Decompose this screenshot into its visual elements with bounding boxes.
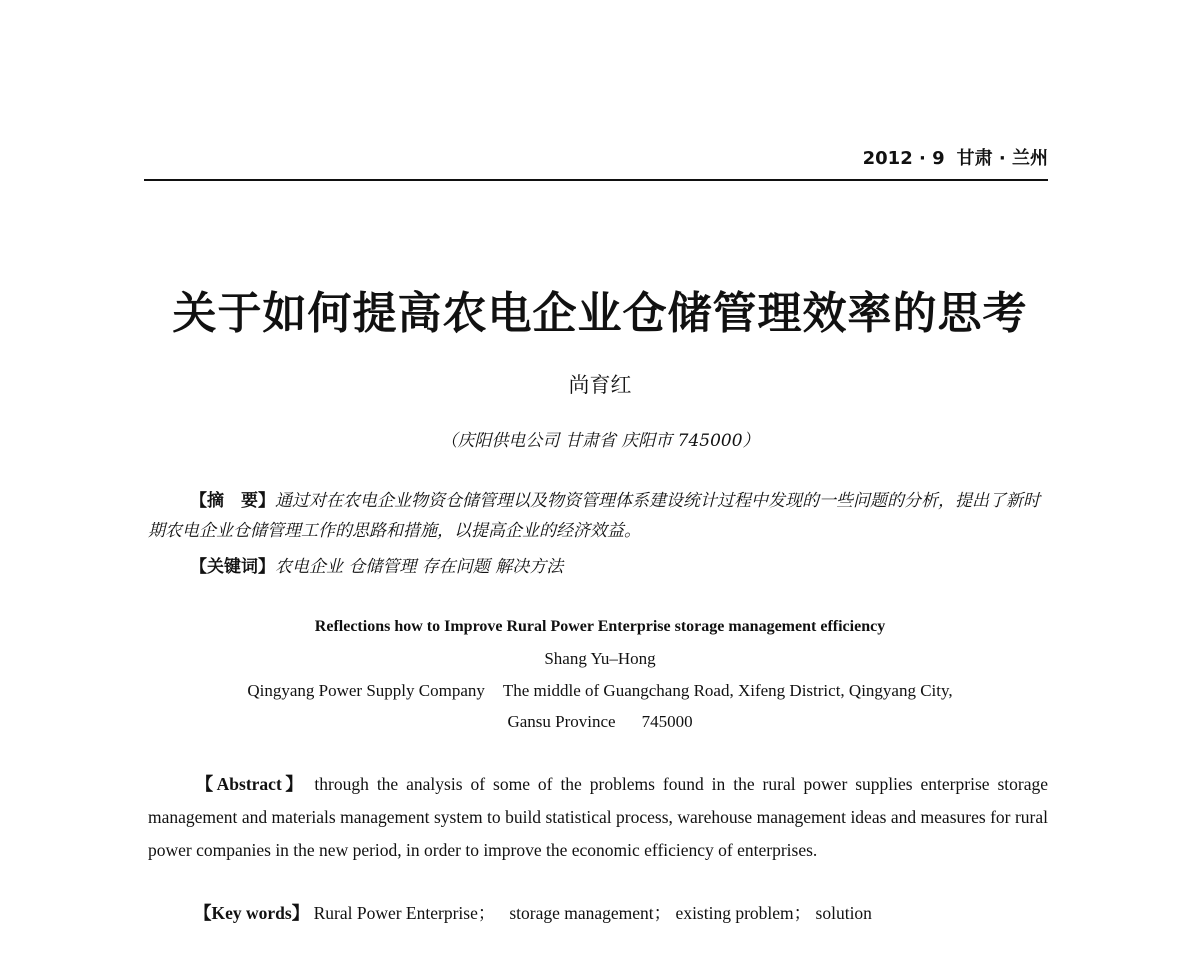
abstract-en: [148, 768, 1048, 867]
header-rule: [144, 179, 1048, 181]
keywords-cn-text: 农电企业 仓储管理 存在问题 解决方法: [275, 557, 564, 577]
keywords-cn: [190, 552, 1050, 582]
abstract-cn: [148, 486, 1048, 546]
keyword-en-4: solution: [815, 903, 872, 923]
keywords-en-label: 【Key words】: [194, 903, 310, 923]
affiliation-en-province: Gansu Province: [507, 712, 616, 731]
paper-title-en: Reflections how to Improve Rural Power Enterprise storage management efficiency: [314, 618, 886, 635]
keywords-cn-label: 【关键词】: [190, 557, 275, 577]
affiliation-en-address: The middle of Guangchang Road, Xifeng District, Qingyang City,: [502, 681, 953, 700]
keyword-en-2: storage management；: [509, 903, 672, 923]
affiliation-en-postcode: 745000: [641, 712, 693, 731]
abstract-en-text: through the analysis of some of the problems found in the rural power supplies enterprise storage management and materials management system to build statistical process, warehouse management ideas and measures for rural power companies in the new period, in order to improve the economic efficiency of enterprises.: [148, 774, 1049, 860]
affiliation-en-line-2: [0, 709, 1200, 735]
author-cn: 尚育红: [568, 373, 632, 397]
paper-title-cn: 关于如何提高农电企业仓储管理效率的思考: [172, 288, 1028, 339]
keywords-en: [194, 898, 1054, 928]
header-year-issue: 2012 · 9: [862, 148, 945, 169]
header-location: 甘肃 · 兰州: [956, 148, 1048, 169]
affiliation-cn: （庆阳供电公司 甘肃省 庆阳市 745000）: [440, 431, 760, 451]
affiliation-en-company: Qingyang Power Supply Company: [247, 681, 485, 700]
abstract-en-label: 【Abstract】: [192, 774, 307, 794]
abstract-cn-label: 【摘 要】: [190, 491, 275, 511]
abstract-cn-text: 通过对在农电企业物资仓储管理以及物资管理体系建设统计过程中发现的一些问题的分析，提出了新时期农电企业仓储管理工作的思路和措施，以提高企业的经济效益。: [148, 491, 1040, 541]
journal-header: [144, 142, 1048, 176]
affiliation-en-line-1: [0, 678, 1200, 704]
abstract-cn-paragraph: [148, 486, 1048, 546]
author-en: Shang Yu–Hong: [544, 649, 656, 668]
keyword-en-1: Rural Power Enterprise；: [313, 903, 496, 923]
keyword-en-3: existing problem；: [675, 903, 812, 923]
